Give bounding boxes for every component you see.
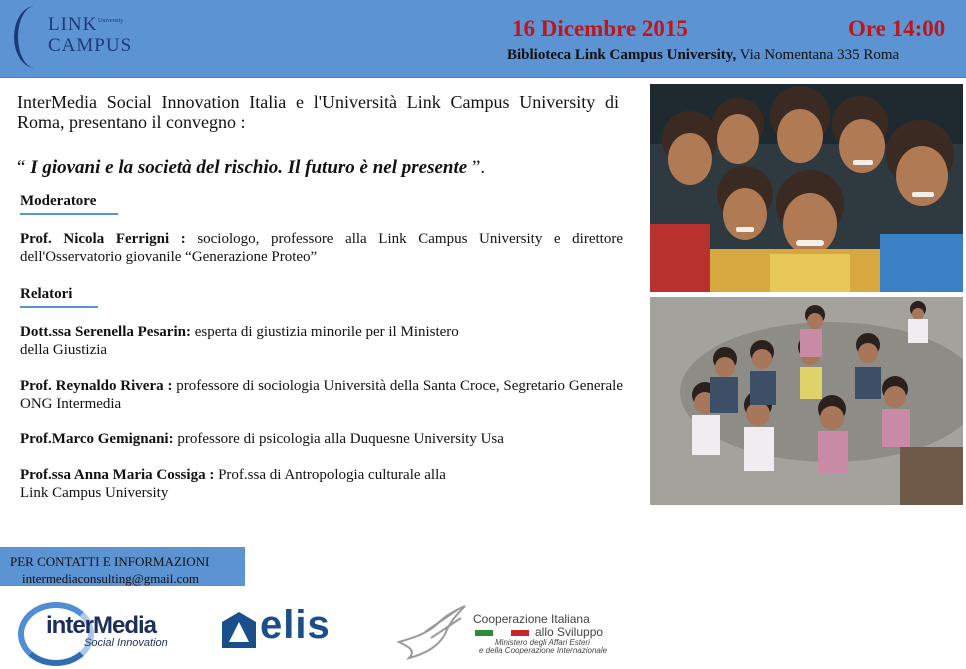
speaker-description-line2: Link Campus University [20, 485, 169, 501]
moderator-description: sociologo, professore alla Link Campus University e direttore dell'Osservatorio giovanile “Generazione Proteo” [20, 231, 623, 265]
coop-line2: allo Sviluppo [535, 625, 604, 639]
event-title [17, 157, 637, 179]
speaker-description: professore di psicologia alla Duquesne University Usa [173, 431, 504, 447]
speaker-name: Prof.ssa Anna Maria Cossiga : [20, 467, 215, 483]
speaker-name: Dott.ssa Serenella Pesarin: [20, 324, 191, 340]
speaker-description: esperta di giustizia minorile per il Ministero [190, 324, 459, 340]
speaker-name: Prof. Reynaldo Rivera : [20, 378, 173, 394]
event-time: Ore 14:00 [848, 16, 946, 41]
contact-label: PER CONTATTI E INFORMAZIONI [10, 554, 210, 569]
title-text: I giovani e la società del rischio. Il futuro è nel presente [30, 157, 468, 178]
moderator-name: Prof. Nicola Ferrigni : [20, 231, 186, 247]
coop-line3: Ministero degli Affari Esteri [495, 638, 590, 647]
children-photo-group-illustration [650, 297, 963, 505]
children-photo-closeup-illustration [650, 84, 963, 292]
logo-text-university: University [98, 18, 124, 24]
logo-text-campus: CAMPUS [48, 35, 133, 56]
title-open-quote: “ [17, 157, 31, 178]
intermedia-name: interMedia [46, 612, 157, 639]
intermedia-logo [18, 596, 178, 660]
moderator-heading: Moderatore [20, 193, 118, 215]
elis-shield-icon [222, 612, 256, 648]
moderator-entry [20, 230, 623, 266]
children-photo-group [650, 297, 963, 505]
event-date: 16 Dicembre 2015 [512, 16, 688, 41]
speaker-description-line2: della Giustizia [20, 342, 108, 358]
elis-logo [222, 603, 342, 652]
link-campus-logo [14, 4, 144, 72]
elis-name: elis [260, 603, 331, 647]
dove-icon [395, 604, 471, 660]
cooperazione-logo [395, 604, 640, 660]
coop-line1: Cooperazione Italiana [473, 612, 590, 626]
italian-flag-icon [475, 630, 529, 636]
speaker-entry [20, 430, 623, 448]
logo-text-link: LINK [48, 14, 98, 35]
speaker-entry [20, 323, 623, 359]
speaker-description: professore di sociologia Università della Santa Croce, Segretario Generale ONG Intermedia [20, 378, 623, 412]
contact-email[interactable]: intermediaconsulting@gmail.com [22, 571, 199, 586]
speaker-name: Prof.Marco Gemignani: [20, 431, 174, 447]
coop-line4: e della Cooperazione Internazionale [479, 646, 608, 655]
venue-address: Via Nomentana 335 Roma [736, 47, 900, 63]
children-photo-closeup [650, 84, 963, 292]
title-close-quote: ”. [467, 157, 486, 178]
event-venue [507, 47, 899, 64]
speaker-entry [20, 377, 623, 413]
venue-name: Biblioteca Link Campus University, [507, 47, 737, 63]
speaker-description: Prof.ssa di Antropologia culturale alla [214, 467, 446, 483]
contact-box [0, 547, 245, 586]
intermedia-tagline: Social Innovation [84, 637, 168, 649]
header-banner [0, 0, 966, 78]
speaker-entry [20, 466, 623, 502]
speakers-heading: Relatori [20, 286, 98, 308]
intro-text: InterMedia Social Innovation Italia e l'Università Link Campus University di Roma, presentano il convegno : [17, 92, 619, 132]
